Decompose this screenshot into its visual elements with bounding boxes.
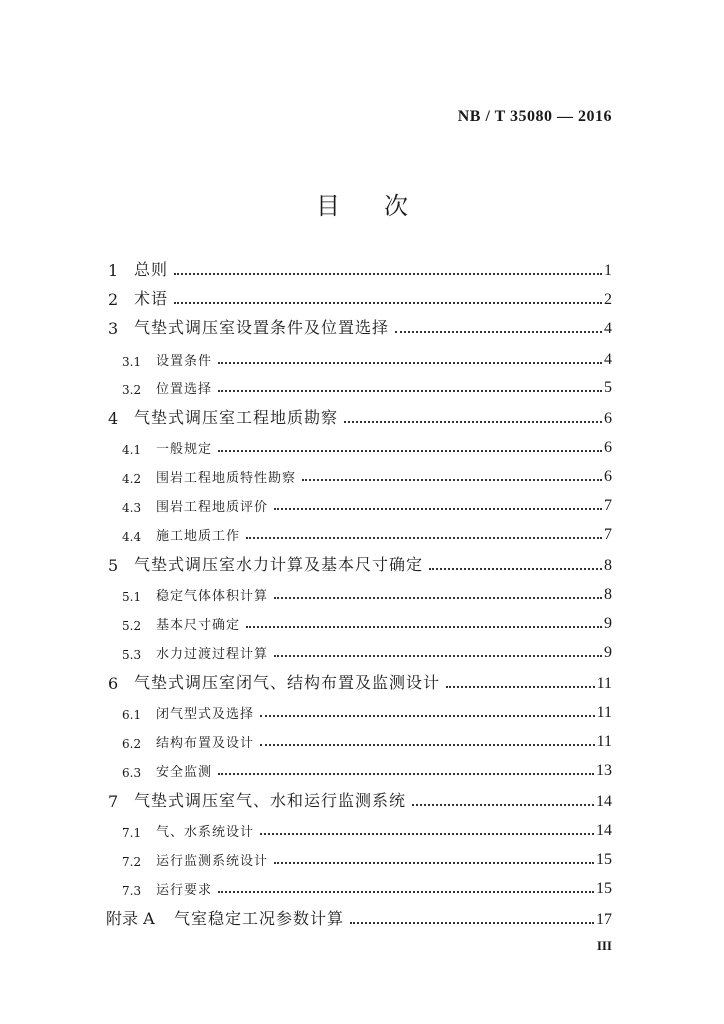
toc-label: 围岩工程地质评价	[156, 500, 269, 515]
dot-leader	[174, 273, 602, 275]
toc-page-number: 7	[604, 526, 612, 543]
toc-number: 4.2	[122, 472, 142, 486]
toc-subsection	[122, 462, 612, 486]
toc-label: 气、水系统设计	[156, 825, 255, 840]
toc-page-number: 6	[604, 439, 612, 456]
toc-section	[108, 404, 612, 428]
toc-number: 2	[108, 290, 119, 309]
dot-leader	[302, 479, 602, 481]
toc-section	[108, 285, 612, 309]
toc-label: 水力过渡过程计算	[156, 647, 269, 662]
toc-number: 3.1	[122, 355, 142, 369]
toc-label: 位置选择	[156, 382, 213, 397]
toc-page-number: 17	[596, 911, 612, 928]
toc-page-number: 1	[604, 262, 612, 279]
toc-number: 5.2	[122, 619, 142, 633]
toc-label: 设置条件	[156, 354, 213, 369]
toc-subsection	[122, 345, 612, 369]
toc-subsection	[122, 845, 612, 869]
dot-leader	[260, 744, 595, 746]
toc-label: 结构布置及设计	[156, 736, 255, 751]
toc-number: 7.2	[122, 855, 142, 869]
toc-page-number: 8	[604, 586, 612, 603]
toc-subsection	[122, 491, 612, 515]
toc-number: 5.1	[122, 590, 142, 604]
toc-label: 基本尺寸确定	[156, 618, 241, 633]
dot-leader	[274, 597, 602, 599]
toc-number: 附录 A	[106, 909, 155, 928]
toc-number: 7.1	[122, 826, 142, 840]
toc-label: 气垫式调压室气、水和运行监测系统	[134, 791, 407, 810]
toc-label: 闭气型式及选择	[156, 707, 255, 722]
toc-page-number: 14	[596, 822, 612, 839]
toc-subsection	[122, 816, 612, 840]
toc-label: 气垫式调压室工程地质勘察	[134, 408, 339, 427]
toc-label: 气室稳定工况参数计算	[174, 909, 345, 928]
toc-number: 6.2	[122, 737, 142, 751]
toc-page-number: 2	[604, 291, 612, 308]
toc-section	[108, 669, 612, 693]
dot-leader	[344, 421, 602, 423]
dot-leader	[350, 922, 594, 924]
dot-leader	[246, 537, 602, 539]
dot-leader	[218, 891, 594, 893]
toc-page-number: 14	[596, 793, 612, 810]
toc-page-number: 4	[604, 351, 612, 368]
toc-subsection	[122, 638, 612, 662]
toc-label: 安全监测	[156, 765, 213, 780]
dot-leader	[274, 862, 594, 864]
toc-subsection	[122, 698, 612, 722]
dot-leader	[274, 655, 602, 657]
toc-page-number: 6	[604, 410, 612, 427]
page-title: 目次	[316, 192, 452, 220]
toc-number: 1	[108, 261, 119, 280]
dot-leader	[429, 568, 602, 570]
toc-label: 总则	[134, 260, 169, 279]
toc-page-number: 8	[604, 557, 612, 574]
dot-leader	[218, 362, 602, 364]
toc-page-number: 11	[596, 704, 612, 721]
toc-subsection	[122, 520, 612, 544]
dot-leader	[412, 804, 594, 806]
toc-number: 4.1	[122, 443, 142, 457]
toc-page-number: 13	[596, 762, 612, 779]
dot-leader	[218, 450, 602, 452]
toc-page-number: 4	[604, 320, 612, 337]
toc-number: 7.3	[122, 884, 142, 898]
toc-label: 围岩工程地质特性勘察	[156, 471, 297, 486]
toc-appendix	[106, 905, 612, 929]
toc-label: 气垫式调压室设置条件及位置选择	[134, 318, 390, 337]
toc-number: 4.4	[122, 530, 142, 544]
toc-subsection	[122, 727, 612, 751]
toc-number: 3.2	[122, 383, 142, 397]
dot-leader	[260, 833, 594, 835]
toc-subsection	[122, 580, 612, 604]
toc-page-number: 9	[604, 615, 612, 632]
toc-number: 6.3	[122, 766, 142, 780]
toc-subsection	[122, 433, 612, 457]
toc-page-number: 5	[604, 379, 612, 396]
standard-code: NB / T 35080 — 2016	[457, 108, 612, 125]
toc-page-number: 11	[596, 733, 612, 750]
dot-leader	[274, 508, 602, 510]
dot-leader	[446, 686, 595, 688]
toc-section	[108, 551, 612, 575]
toc-label: 气垫式调压室闭气、结构布置及监测设计	[134, 673, 441, 692]
toc-label: 运行要求	[156, 883, 213, 898]
toc-label: 一般规定	[156, 442, 213, 457]
toc-number: 5.3	[122, 648, 142, 662]
dot-leader	[260, 715, 595, 717]
toc-subsection	[122, 373, 612, 397]
dot-leader	[246, 626, 602, 628]
toc-number: 5	[108, 556, 119, 575]
toc-label: 施工地质工作	[156, 529, 241, 544]
dot-leader	[218, 390, 602, 392]
dot-leader	[174, 302, 602, 304]
toc-number: 6	[108, 674, 119, 693]
toc-page-number: 6	[604, 468, 612, 485]
toc-number: 4.3	[122, 501, 142, 515]
dot-leader	[395, 331, 602, 333]
toc-section	[108, 787, 612, 811]
toc-number: 3	[108, 319, 119, 338]
toc-page-number: 7	[604, 497, 612, 514]
page-number: III	[596, 938, 612, 953]
toc-page-number: 15	[596, 851, 612, 868]
toc-label: 稳定气体体积计算	[156, 589, 269, 604]
toc-subsection	[122, 756, 612, 780]
toc-label: 术语	[134, 289, 169, 308]
toc-number: 7	[108, 792, 119, 811]
toc-section	[108, 256, 612, 280]
toc-subsection	[122, 874, 612, 898]
toc-number: 4	[108, 409, 119, 428]
toc-section	[108, 314, 612, 338]
toc-label: 运行监测系统设计	[156, 854, 269, 869]
toc-number: 6.1	[122, 708, 142, 722]
toc-page-number: 15	[596, 880, 612, 897]
toc-page-number: 11	[596, 675, 612, 692]
toc-page-number: 9	[604, 644, 612, 661]
dot-leader	[218, 773, 594, 775]
toc-label: 气垫式调压室水力计算及基本尺寸确定	[134, 555, 424, 574]
toc-subsection	[122, 609, 612, 633]
